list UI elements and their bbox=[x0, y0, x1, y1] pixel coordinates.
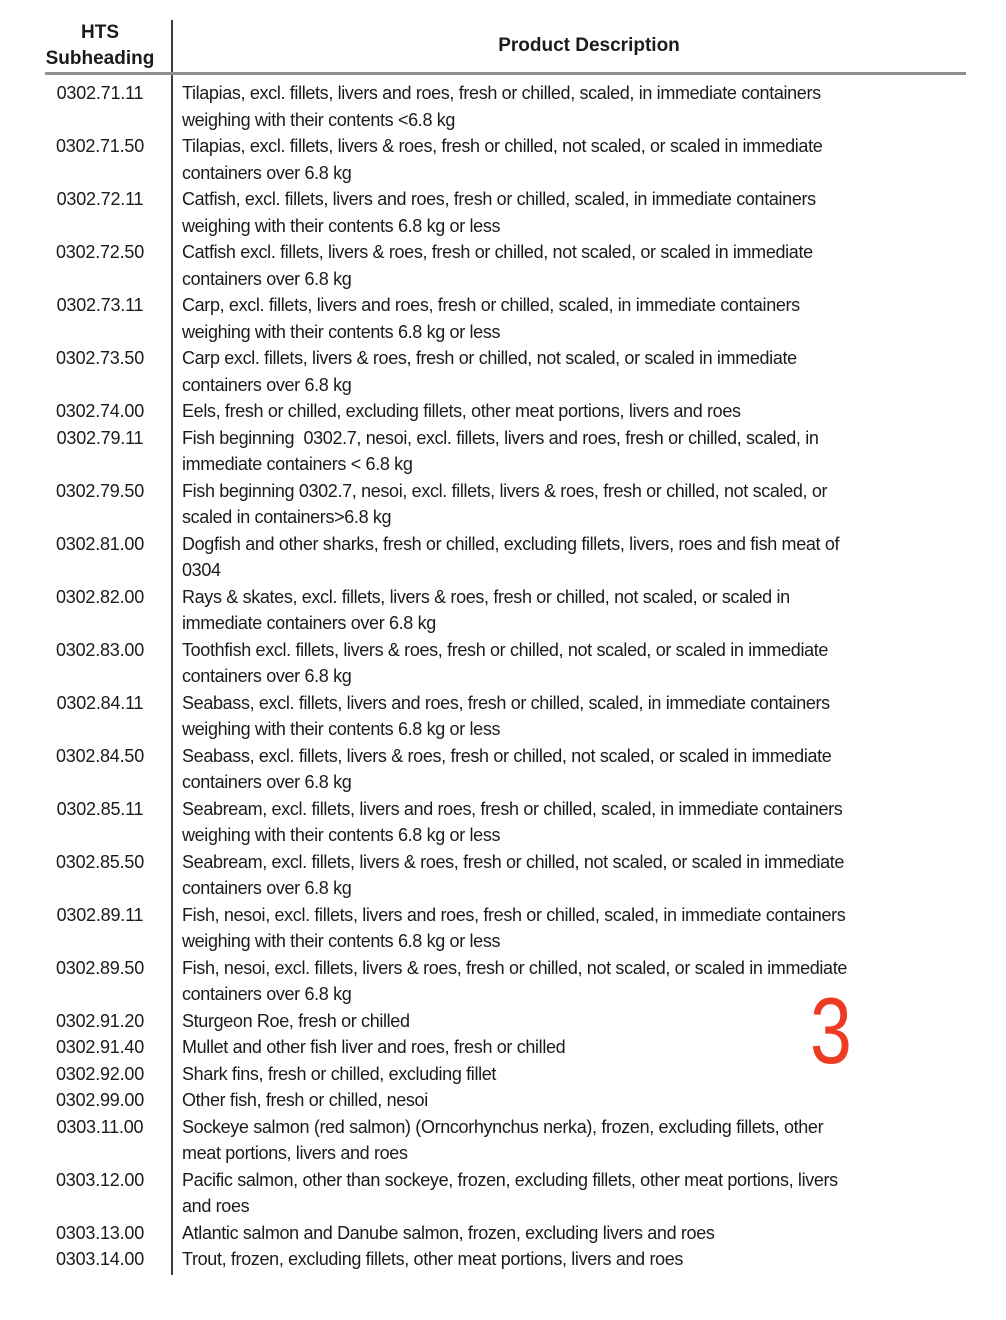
page-number: 3 bbox=[810, 978, 852, 1083]
table-row bbox=[0, 1061, 1006, 1088]
table-row bbox=[0, 531, 1006, 584]
description-line: Carp excl. fillets, livers & roes, fresh or chilled, not scaled, or scaled in immediate bbox=[182, 348, 797, 368]
description-line: weighing with their contents 6.8 kg or less bbox=[182, 321, 501, 342]
table-row bbox=[0, 1008, 1006, 1035]
product-description-cell bbox=[172, 345, 1006, 398]
product-description-cell bbox=[172, 1220, 1006, 1247]
product-description-cell bbox=[172, 1167, 1006, 1220]
table-row bbox=[0, 637, 1006, 690]
hts-code-cell: 0302.91.20 bbox=[55, 1010, 145, 1031]
product-description-cell bbox=[172, 1246, 1006, 1273]
description-line: containers over 6.8 kg bbox=[182, 162, 352, 183]
product-description-cell bbox=[172, 1061, 1006, 1088]
description-line: weighing with their contents 6.8 kg or less bbox=[182, 215, 501, 236]
description-line: containers over 6.8 kg bbox=[182, 268, 352, 289]
hts-code-cell: 0303.13.00 bbox=[55, 1222, 145, 1243]
hts-code-cell: 0303.14.00 bbox=[55, 1249, 145, 1269]
product-description-cell bbox=[172, 398, 1006, 425]
table-row bbox=[0, 345, 1006, 398]
product-description-cell bbox=[172, 1087, 1006, 1114]
product-description-header-label: Product Description bbox=[498, 35, 680, 56]
hts-code-cell: 0302.79.50 bbox=[55, 480, 145, 501]
table-body bbox=[0, 80, 1006, 1273]
description-line: Sockeye salmon (red salmon) (Orncorhynchus nerka), frozen, excluding fillets, other bbox=[182, 1116, 824, 1137]
hts-code-cell: 0302.91.40 bbox=[55, 1037, 145, 1057]
product-description-cell bbox=[172, 1008, 1006, 1035]
hts-header-line1: HTS bbox=[81, 22, 119, 43]
table-row bbox=[0, 80, 1006, 133]
product-description-cell bbox=[172, 80, 1006, 133]
table-row bbox=[0, 743, 1006, 796]
product-description-cell bbox=[172, 796, 1006, 849]
description-line: containers over 6.8 kg bbox=[182, 374, 352, 395]
table-row bbox=[0, 133, 1006, 186]
description-line: Tilapias, excl. fillets, livers and roes, fresh or chilled, scaled, in immediate containers bbox=[182, 83, 821, 103]
description-line: Eels, fresh or chilled, excluding fillets, other meat portions, livers and roes bbox=[182, 401, 741, 421]
description-line: Dogfish and other sharks, fresh or chilled, excluding fillets, livers, roes and fish meat of bbox=[182, 533, 840, 554]
description-line: weighing with their contents <6.8 kg bbox=[182, 109, 456, 130]
description-line: Atlantic salmon and Danube salmon, frozen, excluding livers and roes bbox=[182, 1222, 715, 1243]
description-line: Mullet and other fish liver and roes, fresh or chilled bbox=[182, 1037, 566, 1057]
description-line: Fish, nesoi, excl. fillets, livers and roes, fresh or chilled, scaled, in immediate containers bbox=[182, 904, 846, 925]
product-description-cell bbox=[172, 743, 1006, 796]
hts-code-cell: 0302.72.50 bbox=[55, 242, 145, 262]
description-line: Toothfish excl. fillets, livers & roes, fresh or chilled, not scaled, or scaled in immediate bbox=[182, 639, 829, 660]
hts-code-cell: 0302.72.11 bbox=[56, 189, 144, 209]
product-description-cell bbox=[172, 186, 1006, 239]
description-line: Other fish, fresh or chilled, nesoi bbox=[182, 1090, 428, 1110]
hts-code-cell: 0302.71.50 bbox=[55, 136, 145, 156]
hts-header-line2: Subheading bbox=[45, 48, 155, 69]
hts-code-cell: 0302.89.50 bbox=[55, 957, 145, 978]
hts-code-cell: 0302.89.11 bbox=[56, 904, 144, 925]
description-line: containers over 6.8 kg bbox=[182, 984, 352, 1004]
description-line: Fish beginning 0302.7, nesoi, excl. fillets, livers and roes, fresh or chilled, scaled, in bbox=[182, 427, 819, 448]
description-line: containers over 6.8 kg bbox=[182, 878, 352, 898]
hts-code-cell: 0302.82.00 bbox=[55, 586, 145, 607]
description-line: Pacific salmon, other than sockeye, frozen, excluding fillets, other meat portions, livers bbox=[182, 1169, 838, 1190]
description-line: Tilapias, excl. fillets, livers & roes, fresh or chilled, not scaled, or scaled in immediate bbox=[182, 136, 823, 156]
product-description-cell bbox=[172, 531, 1006, 584]
hts-code-cell: 0302.79.11 bbox=[56, 427, 144, 448]
description-line: and roes bbox=[182, 1196, 250, 1216]
table-row bbox=[0, 796, 1006, 849]
product-description-column-header bbox=[172, 20, 1006, 72]
table-row bbox=[0, 478, 1006, 531]
table-row bbox=[0, 1246, 1006, 1273]
description-line: containers over 6.8 kg bbox=[182, 772, 352, 792]
hts-subheading-column-header bbox=[0, 20, 172, 72]
product-description-cell bbox=[172, 690, 1006, 743]
table-row bbox=[0, 690, 1006, 743]
description-line: Seabass, excl. fillets, livers and roes, fresh or chilled, scaled, in immediate containers bbox=[182, 692, 830, 713]
hts-code-cell: 0302.83.00 bbox=[55, 639, 145, 660]
table-row bbox=[0, 584, 1006, 637]
header-divider-line bbox=[45, 72, 966, 75]
description-line: Catfish excl. fillets, livers & roes, fresh or chilled, not scaled, or scaled in immediate bbox=[182, 242, 813, 262]
description-line: scaled in containers>6.8 kg bbox=[182, 507, 392, 527]
hts-code-cell: 0302.81.00 bbox=[55, 533, 145, 554]
description-line: 0304 bbox=[182, 560, 221, 580]
table-header bbox=[0, 20, 1006, 72]
description-line: immediate containers over 6.8 kg bbox=[182, 613, 436, 633]
hts-code-cell: 0302.74.00 bbox=[55, 401, 145, 421]
product-description-cell bbox=[172, 1034, 1006, 1061]
description-line: immediate containers < 6.8 kg bbox=[182, 454, 413, 474]
table-row bbox=[0, 1087, 1006, 1114]
description-line: Seabream, excl. fillets, livers and roes, fresh or chilled, scaled, in immediate containers bbox=[182, 798, 843, 819]
description-line: weighing with their contents 6.8 kg or less bbox=[182, 931, 501, 951]
hts-code-cell: 0302.73.11 bbox=[56, 295, 144, 315]
table-row bbox=[0, 292, 1006, 345]
product-description-cell bbox=[172, 425, 1006, 478]
description-line: weighing with their contents 6.8 kg or less bbox=[182, 825, 501, 845]
product-description-cell bbox=[172, 292, 1006, 345]
table-row bbox=[0, 955, 1006, 1008]
table-row bbox=[0, 186, 1006, 239]
hts-code-cell: 0302.71.11 bbox=[56, 83, 144, 103]
description-line: Seabream, excl. fillets, livers & roes, fresh or chilled, not scaled, or scaled in immediate bbox=[182, 851, 845, 872]
description-line: Catfish, excl. fillets, livers and roes, fresh or chilled, scaled, in immediate containers bbox=[182, 189, 816, 209]
table-row bbox=[0, 849, 1006, 902]
description-line: containers over 6.8 kg bbox=[182, 666, 352, 686]
table-row bbox=[0, 1114, 1006, 1167]
description-line: Shark fins, fresh or chilled, excluding fillet bbox=[182, 1063, 497, 1084]
product-description-cell bbox=[172, 1114, 1006, 1167]
hts-code-cell: 0302.92.00 bbox=[55, 1063, 145, 1084]
hts-code-cell: 0303.12.00 bbox=[55, 1169, 145, 1190]
product-description-cell bbox=[172, 478, 1006, 531]
hts-code-cell: 0302.73.50 bbox=[55, 348, 145, 368]
product-description-cell bbox=[172, 584, 1006, 637]
table-row bbox=[0, 398, 1006, 425]
description-line: Sturgeon Roe, fresh or chilled bbox=[182, 1010, 410, 1031]
product-description-cell bbox=[172, 955, 1006, 1008]
product-description-cell bbox=[172, 239, 1006, 292]
product-description-cell bbox=[172, 133, 1006, 186]
description-line: meat portions, livers and roes bbox=[182, 1143, 408, 1163]
table-row bbox=[0, 902, 1006, 955]
description-line: Carp, excl. fillets, livers and roes, fresh or chilled, scaled, in immediate containers bbox=[182, 295, 800, 315]
description-line: Seabass, excl. fillets, livers & roes, fresh or chilled, not scaled, or scaled in immediate bbox=[182, 745, 832, 766]
description-line: Trout, frozen, excluding fillets, other meat portions, livers and roes bbox=[182, 1249, 684, 1269]
table-row bbox=[0, 425, 1006, 478]
description-line: weighing with their contents 6.8 kg or less bbox=[182, 719, 501, 739]
product-description-cell bbox=[172, 637, 1006, 690]
description-line: Fish beginning 0302.7, nesoi, excl. fillets, livers & roes, fresh or chilled, not scaled, or bbox=[182, 480, 828, 501]
table-row bbox=[0, 239, 1006, 292]
table-row bbox=[0, 1034, 1006, 1061]
product-description-cell bbox=[172, 849, 1006, 902]
hts-code-cell: 0302.85.11 bbox=[56, 798, 144, 819]
description-line: Rays & skates, excl. fillets, livers & roes, fresh or chilled, not scaled, or scaled in bbox=[182, 586, 790, 607]
product-description-cell bbox=[172, 902, 1006, 955]
description-line: Fish, nesoi, excl. fillets, livers & roes, fresh or chilled, not scaled, or scaled in immediate bbox=[182, 957, 848, 978]
table-row bbox=[0, 1220, 1006, 1247]
table-row bbox=[0, 1167, 1006, 1220]
hts-code-cell: 0303.11.00 bbox=[56, 1116, 144, 1137]
hts-code-cell: 0302.99.00 bbox=[55, 1090, 145, 1110]
hts-code-cell: 0302.84.50 bbox=[55, 745, 145, 766]
hts-code-cell: 0302.84.11 bbox=[56, 692, 144, 713]
hts-code-cell: 0302.85.50 bbox=[55, 851, 145, 872]
